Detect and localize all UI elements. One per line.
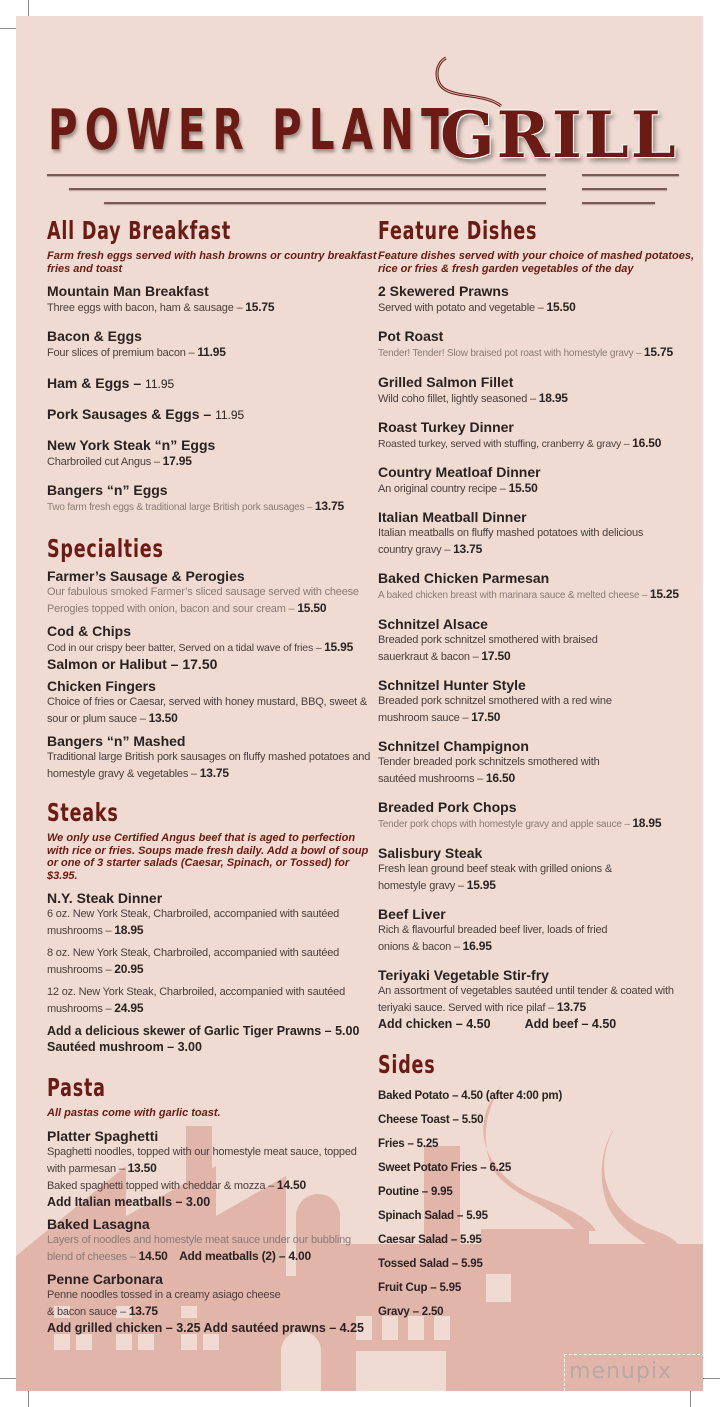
item-name: Roast Turkey Dinner bbox=[378, 419, 514, 435]
menu-item bbox=[378, 677, 698, 726]
item-desc: Four slices of premium bacon – 11.95 bbox=[47, 345, 226, 359]
menu-item bbox=[47, 568, 377, 617]
item-desc: Baked spaghetti topped with cheddar & mozza – 14.50 bbox=[47, 1177, 306, 1192]
header-rule bbox=[104, 202, 546, 204]
item-price: 18.95 bbox=[538, 391, 568, 405]
item-price: 15.50 bbox=[546, 300, 576, 314]
item-desc: Three eggs with bacon, ham & sausage – 15.75 bbox=[47, 300, 275, 314]
header bbox=[16, 16, 703, 206]
side-item: Fries – 5.25 bbox=[378, 1138, 439, 1150]
section-pasta bbox=[47, 1073, 377, 1336]
item-desc: Italian meatballs on fluffy mashed potatoes with delicious country gravy – 13.75 bbox=[378, 527, 644, 556]
item-price: 15.25 bbox=[649, 587, 679, 601]
section-note: All pastas come with garlic toast. bbox=[47, 1107, 221, 1119]
menu-item bbox=[378, 845, 698, 894]
item-desc: Tender! Tender! Slow braised pot roast with homestyle gravy – 15.75 bbox=[378, 345, 673, 359]
item-desc: Charbroiled cut Angus – 17.95 bbox=[47, 454, 192, 468]
section-specialties bbox=[47, 534, 377, 782]
item-desc: A baked chicken breast with marinara sauce & melted cheese – 15.25 bbox=[378, 587, 679, 601]
watermark-text: menupix bbox=[569, 1359, 672, 1384]
item-price: 15.50 bbox=[297, 601, 327, 615]
item-name: Baked Chicken Parmesan bbox=[378, 570, 550, 586]
side-item: Spinach Salad – 5.95 bbox=[378, 1210, 488, 1222]
item-price: 17.50 bbox=[481, 649, 511, 663]
section-title: Specialties bbox=[47, 534, 164, 563]
menu-item bbox=[47, 1216, 377, 1265]
item-price: 15.95 bbox=[324, 640, 354, 654]
item-name: Schnitzel Alsace bbox=[378, 616, 488, 632]
left-column bbox=[47, 216, 377, 1345]
menu-item bbox=[47, 375, 377, 392]
item-price: 13.75 bbox=[199, 766, 229, 780]
menu-item bbox=[378, 967, 698, 1032]
menu-item bbox=[378, 283, 698, 316]
side-item: Fruit Cup – 5.95 bbox=[378, 1282, 462, 1294]
item-name: Italian Meatball Dinner bbox=[378, 509, 527, 525]
item-addon: Salmon or Halibut – 17.50 bbox=[47, 656, 218, 672]
restaurant-name-power-plant: POWER PLANT bbox=[48, 98, 456, 163]
item-name: Grilled Salmon Fillet bbox=[378, 374, 514, 390]
side-item: Poutine – 9.95 bbox=[378, 1186, 453, 1198]
side-item: Gravy – 2.50 bbox=[378, 1306, 444, 1318]
right-column bbox=[378, 216, 698, 1328]
item-price: 11.95 bbox=[197, 345, 226, 359]
item-desc: Layers of noodles and homestyle meat sauce under our bubbling blend of cheeses – 14.50 Add meatballs (2) – 4.00 bbox=[47, 1233, 351, 1263]
menu-item bbox=[378, 738, 698, 787]
item-price: 11.95 bbox=[145, 377, 175, 391]
steak-addon: Sautéed mushroom – 3.00 bbox=[47, 1040, 202, 1054]
item-addon: Add Italian meatballs – 3.00 bbox=[47, 1194, 211, 1209]
item-name: Cod & Chips bbox=[47, 623, 131, 639]
item-name: N.Y. Steak Dinner bbox=[47, 890, 163, 906]
item-name: Schnitzel Hunter Style bbox=[378, 677, 526, 693]
side-item: Cheese Toast – 5.50 bbox=[378, 1114, 484, 1126]
steak-option: 12 oz. New York Steak, Charbroiled, accompanied with sautéed mushrooms – 24.95 bbox=[47, 986, 346, 1015]
item-addon: Add grilled chicken – 3.25 Add sautéed prawns – 4.25 bbox=[47, 1320, 365, 1335]
item-price: 15.75 bbox=[245, 300, 275, 314]
item-desc: An original country recipe – 15.50 bbox=[378, 481, 538, 495]
item-price: 18.95 bbox=[114, 923, 144, 937]
crop-mark bbox=[690, 1390, 691, 1407]
item-name: Schnitzel Champignon bbox=[378, 738, 529, 754]
item-price: 20.95 bbox=[114, 962, 144, 976]
menu-item bbox=[378, 419, 698, 452]
item-desc: Roasted turkey, served with stuffing, cranberry & gravy – 16.50 bbox=[378, 436, 662, 450]
item-desc: Rich & flavourful breaded beef liver, loads of fried onions & bacon – 16.95 bbox=[378, 924, 608, 953]
menu-item bbox=[378, 570, 698, 604]
item-desc: Our fabulous smoked Farmer’s sliced sausage served with cheese Perogies topped with onion, bacon and sour cream – 15.50 bbox=[47, 586, 359, 615]
item-desc: Penne noodles tossed in a creamy asiago cheese & bacon sauce – 13.75 bbox=[47, 1288, 281, 1318]
menu-item bbox=[47, 328, 377, 361]
menu-item bbox=[47, 623, 377, 672]
item-desc: Cod in our crispy beer batter, Served on a tidal wave of fries – 15.95 bbox=[47, 640, 354, 654]
menu-item bbox=[47, 406, 377, 423]
side-item: Baked Potato – 4.50 (after 4:00 pm) bbox=[378, 1090, 563, 1102]
side-item: Sweet Potato Fries – 6.25 bbox=[378, 1162, 512, 1174]
header-rule bbox=[582, 174, 679, 176]
steak-addon: Add a delicious skewer of Garlic Tiger Prawns – 5.00 bbox=[47, 1024, 360, 1038]
header-rule bbox=[47, 174, 546, 176]
section-title: Sides bbox=[378, 1050, 436, 1079]
item-name: Ham & Eggs – 11.95 bbox=[47, 375, 175, 391]
steak-option: 8 oz. New York Steak, Charbroiled, accompanied with sautéed mushrooms – 20.95 bbox=[47, 947, 340, 976]
item-desc: An assortment of vegetables sautéed until tender & coated with teriyaki sauce. Served with rice pilaf – 13.75 bbox=[378, 985, 674, 1014]
item-price: 14.50 bbox=[138, 1248, 168, 1263]
section-title: Pasta bbox=[47, 1073, 106, 1102]
item-price: 13.75 bbox=[556, 1000, 586, 1014]
item-name: Salisbury Steak bbox=[378, 845, 483, 861]
item-price: 13.50 bbox=[127, 1160, 157, 1175]
item-name: Farmer’s Sausage & Perogies bbox=[47, 568, 245, 584]
item-desc: Fresh lean ground beef steak with grilled onions & homestyle gravy – 15.95 bbox=[378, 863, 612, 892]
steak-option: 6 oz. New York Steak, Charbroiled, accompanied with sautéed mushrooms – 18.95 bbox=[47, 908, 340, 937]
item-desc: Two farm fresh eggs & traditional large British pork sausages – 13.75 bbox=[47, 499, 344, 513]
item-desc: Breaded pork schnitzel smothered with a red wine mushroom sauce – 17.50 bbox=[378, 695, 612, 724]
section-title: Feature Dishes bbox=[378, 216, 538, 245]
item-price: 11.95 bbox=[215, 408, 245, 422]
section-note: Farm fresh eggs served with hash browns or country breakfast fries and toast bbox=[47, 250, 377, 275]
item-addon: Add chicken – 4.50 Add beef – 4.50 bbox=[378, 1017, 617, 1031]
menu-item bbox=[47, 283, 377, 316]
item-name: Platter Spaghetti bbox=[47, 1127, 159, 1144]
item-name: 2 Skewered Prawns bbox=[378, 283, 509, 299]
section-feature-dishes bbox=[378, 216, 698, 1032]
item-desc: Choice of fries or Caesar, served with honey mustard, BBQ, sweet & sour or plum sauce – 13.50 bbox=[47, 696, 368, 725]
section-steaks bbox=[47, 798, 377, 1055]
menu-page bbox=[16, 16, 703, 1391]
item-name: Teriyaki Vegetable Stir-fry bbox=[378, 967, 549, 983]
header-rule bbox=[582, 202, 655, 204]
header-rule bbox=[582, 188, 667, 190]
menu-item bbox=[47, 733, 377, 782]
item-name: Mountain Man Breakfast bbox=[47, 283, 209, 299]
menu-item bbox=[378, 906, 698, 955]
item-addon: Add meatballs (2) – 4.00 bbox=[179, 1248, 311, 1263]
item-name: Breaded Pork Chops bbox=[378, 799, 517, 815]
item-price: 14.50 bbox=[276, 1177, 306, 1192]
section-breakfast bbox=[47, 216, 377, 516]
item-price: 13.75 bbox=[128, 1303, 158, 1318]
item-desc: Traditional large British pork sausages on fluffy mashed potatoes and homestyle gravy & vegetables – 13.75 bbox=[47, 751, 371, 780]
item-name: Country Meatloaf Dinner bbox=[378, 464, 541, 480]
item-name: Pot Roast bbox=[378, 328, 444, 344]
menu-item bbox=[378, 509, 698, 558]
section-note: Feature dishes served with your choice of mashed potatoes, rice or fries & fresh garden vegetables of the day bbox=[378, 250, 695, 275]
menu-item bbox=[378, 799, 698, 833]
item-name: Bangers “n” Mashed bbox=[47, 733, 186, 749]
item-price: 17.95 bbox=[162, 454, 192, 468]
side-item: Caesar Salad – 5.95 bbox=[378, 1234, 482, 1246]
item-price: 24.95 bbox=[114, 1001, 144, 1015]
item-price: 15.50 bbox=[508, 481, 538, 495]
menu-item bbox=[378, 328, 698, 362]
restaurant-name-grill: GRILL bbox=[440, 98, 678, 173]
item-desc: Served with potato and vegetable – 15.50 bbox=[378, 300, 576, 314]
item-name: Pork Sausages & Eggs – 11.95 bbox=[47, 406, 245, 422]
header-rule bbox=[69, 188, 546, 190]
crop-mark bbox=[28, 1390, 29, 1407]
item-name: New York Steak “n” Eggs bbox=[47, 437, 216, 453]
item-name: Chicken Fingers bbox=[47, 678, 156, 694]
item-desc: Wild coho fillet, lightly seasoned – 18.95 bbox=[378, 391, 568, 405]
item-price: 17.50 bbox=[471, 710, 501, 724]
item-desc: Tender pork chops with homestyle gravy and apple sauce – 18.95 bbox=[378, 816, 662, 830]
watermark bbox=[564, 1354, 703, 1391]
item-name: Beef Liver bbox=[378, 906, 446, 922]
section-sides bbox=[378, 1050, 698, 1320]
menu-item bbox=[47, 1271, 377, 1336]
section-title: All Day Breakfast bbox=[47, 216, 232, 245]
item-price: 13.50 bbox=[148, 711, 178, 725]
menu-item bbox=[378, 464, 698, 497]
item-desc: Breaded pork schnitzel smothered with braised sauerkraut & bacon – 17.50 bbox=[378, 634, 598, 663]
menu-item bbox=[47, 1128, 377, 1210]
item-price: 18.95 bbox=[632, 816, 662, 830]
item-name: Bacon & Eggs bbox=[47, 328, 142, 344]
menu-item bbox=[47, 437, 377, 470]
section-note: We only use Certified Angus beef that is aged to perfection with rice or fries. Soups made fresh daily. Add a bowl of soup or one of 3 starter salads (Caesar, Spinach, or Tossed) for $3.95. bbox=[47, 832, 369, 882]
item-price: 16.50 bbox=[485, 771, 515, 785]
item-name: Penne Carbonara bbox=[47, 1270, 163, 1287]
item-name: Bangers “n” Eggs bbox=[47, 482, 168, 498]
item-price: 16.50 bbox=[632, 436, 662, 450]
section-title: Steaks bbox=[47, 798, 119, 827]
menu-item bbox=[47, 678, 377, 727]
item-price: 16.95 bbox=[462, 939, 492, 953]
item-price: 15.95 bbox=[466, 878, 496, 892]
item-desc: Tender breaded pork schnitzels smothered with sautéed mushrooms – 16.50 bbox=[378, 756, 600, 785]
menu-item bbox=[378, 616, 698, 665]
item-price: 15.75 bbox=[643, 345, 673, 359]
item-desc: Spaghetti noodles, topped with our homestyle meat sauce, topped with parmesan – 13.50 bbox=[47, 1145, 357, 1175]
item-name: Baked Lasagna bbox=[47, 1215, 150, 1232]
flourish-icon bbox=[416, 56, 506, 116]
menu-item bbox=[378, 374, 698, 407]
item-price: 13.75 bbox=[453, 542, 483, 556]
item-price: 13.75 bbox=[314, 499, 344, 513]
menu-item bbox=[47, 482, 377, 516]
side-item: Tossed Salad – 5.95 bbox=[378, 1258, 483, 1270]
